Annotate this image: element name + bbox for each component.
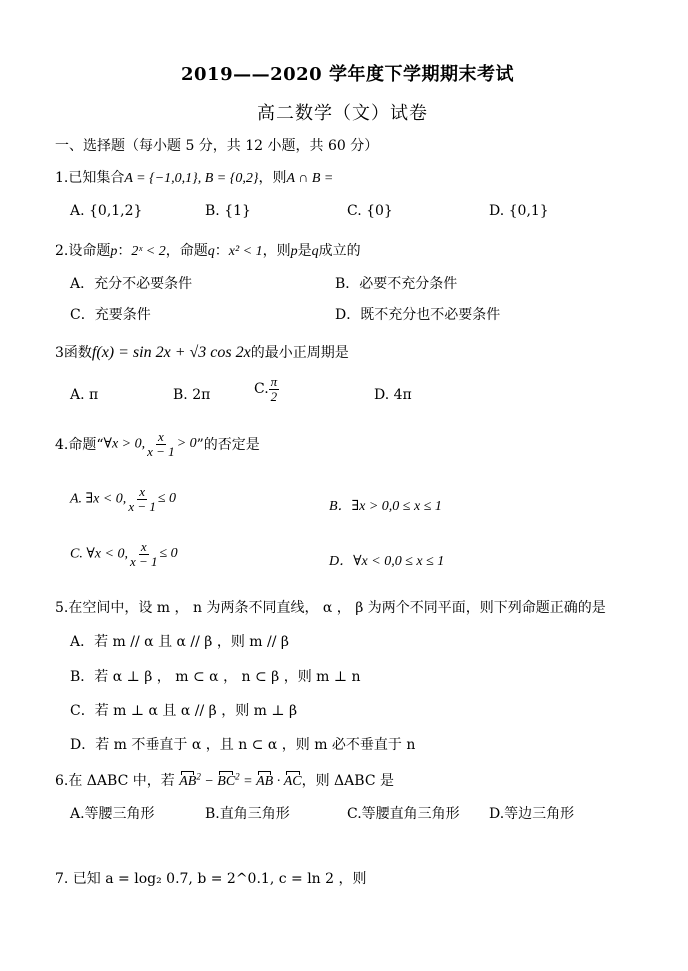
q6-dot: · (273, 774, 284, 789)
q4-frac-num: x (158, 429, 164, 444)
q5-option-b: B．若 α ⊥ β ， m ⊂ α ， n ⊂ β ，则 m ⊥ n (70, 669, 361, 685)
q3-c-den: 2 (270, 388, 278, 404)
q3-option-b: B. 2π (173, 387, 211, 403)
q4-a-frac (126, 485, 158, 513)
q2-p-ref: p (290, 244, 298, 259)
q1-expr: A ∩ B = (286, 171, 334, 186)
q4-prefix: 4.命题“ (55, 437, 104, 454)
q2-q: q (207, 244, 215, 259)
question-7: 7. 已知 a = log₂ 0.7, b = 2^0.1, c = ln 2 ，则 (55, 871, 367, 887)
q2-option-b: B．必要不充分条件 (335, 276, 458, 292)
q4-a-den: x − 1 (128, 498, 156, 514)
q5-option-d: D．若 m 不垂直于 α ，且 n ⊂ α ，则 m 必不垂直于 n (70, 737, 416, 753)
q6-option-d: D.等边三角形 (489, 806, 575, 822)
q2-q-expr: x² < 1 (228, 244, 263, 259)
q2-text-3: ，命题 (165, 243, 208, 259)
q1-set-b: , B = {0,2} (197, 171, 259, 186)
q2-p: p (110, 244, 118, 259)
q2-text-6: 是 (297, 243, 312, 259)
q3-option-d: D. 4π (374, 387, 412, 403)
q4-a-rel: ≤ 0 (157, 491, 177, 507)
q1-option-b: B. {1} (205, 203, 251, 219)
q5-option-c: C．若 m ⊥ α 且 α // β ，则 m ⊥ β (70, 703, 298, 719)
exam-title: 2019——2020 学年度下学期期末考试 (181, 64, 514, 85)
q2-text-1: 2.设命题 (55, 243, 111, 259)
q2-text-4: ： (214, 243, 229, 259)
question-5: 5.在空间中，设 m ， n 为两条不同直线， α ， β 为两个不同平面，则下列命题正确的是 (55, 600, 606, 616)
q1-prefix: 1.已知集合 (55, 170, 125, 186)
question-2 (55, 240, 361, 260)
question-1 (55, 167, 333, 187)
q6-minus: − (200, 774, 218, 789)
q3-prefix: 3函数 (55, 345, 92, 361)
q3-option-c-frac (269, 375, 280, 403)
q3-c-num: π (270, 374, 278, 389)
q5-option-a: A．若 m // α 且 α // β ，则 m // β (70, 634, 290, 650)
q1-option-d: D. {0,1} (489, 203, 549, 219)
q6-vector-ab: AB (179, 774, 197, 789)
q6-vector-bc: BC (217, 774, 236, 789)
q4-a-prefix: A. ∃x < 0, (70, 491, 127, 507)
q4-option-b: B．∃x > 0,0 ≤ x ≤ 1 (329, 499, 442, 514)
q2-p-expr: 2ˣ < 2 (131, 244, 166, 259)
q3-option-c-label: C. (254, 381, 269, 398)
q3-option-c (254, 375, 279, 403)
q4-quant: ∀x > 0, (103, 436, 146, 452)
q4-option-c (70, 540, 178, 568)
q6-option-a: A.等腰三角形 (70, 806, 155, 822)
q2-option-a: A．充分不必要条件 (70, 276, 193, 292)
q4-c-rel: ≤ 0 (159, 546, 178, 562)
question-3 (55, 342, 349, 362)
q3-option-a: A. π (70, 387, 99, 403)
exam-subtitle: 高二数学（文）试卷 (257, 103, 428, 124)
q2-text-5: ，则 (262, 243, 291, 259)
q4-rel: > 0 (176, 436, 197, 452)
q4-frac (145, 430, 177, 458)
q4-a-num: x (139, 484, 145, 499)
question-6 (55, 770, 394, 790)
q2-option-c: C．充要条件 (70, 307, 151, 323)
q6-suffix: ，则 ΔABC 是 (301, 773, 394, 789)
q4-suffix: ”的否定是 (196, 437, 260, 454)
q4-option-d: D．∀x < 0,0 ≤ x ≤ 1 (329, 554, 445, 569)
question-4 (55, 430, 260, 458)
q4-c-den: x − 1 (129, 553, 158, 569)
q3-expr: f(x) = sin 2x + √3 cos 2x (91, 344, 251, 361)
q4-frac-den: x − 1 (147, 443, 175, 459)
q4-c-frac (128, 540, 160, 568)
q1-suffix: ，则 (258, 170, 287, 186)
q4-c-num: x (140, 539, 147, 554)
q6-vector-ac: AC (283, 774, 302, 789)
q1-set-a: A = {−1,0,1} (124, 171, 198, 186)
q2-text-7: 成立的 (318, 243, 361, 259)
q2-q-ref: q (311, 244, 319, 259)
section-heading: 一、选择题（每小题 5 分，共 12 小题，共 60 分） (55, 138, 379, 154)
q6-prefix: 6.在 ΔABC 中，若 (55, 773, 175, 789)
q2-text-2: ： (117, 243, 132, 259)
q6-sup-1: 2 (196, 771, 201, 782)
q1-option-c: C. {0} (347, 203, 393, 219)
q4-c-prefix: C. ∀x < 0, (70, 546, 128, 562)
q2-option-d: D．既不充分也不必要条件 (335, 307, 501, 323)
q6-sup-2: 2 (235, 771, 240, 782)
q6-option-c: C.等腰直角三角形 (347, 806, 460, 822)
q3-suffix: 的最小正周期是 (250, 345, 349, 361)
q6-equals: = (239, 774, 257, 789)
q1-option-a: A. {0,1,2} (70, 203, 143, 219)
q6-vector-ab-2: AB (256, 774, 274, 789)
q6-option-b: B.直角三角形 (205, 806, 290, 822)
q4-option-a (70, 485, 176, 513)
